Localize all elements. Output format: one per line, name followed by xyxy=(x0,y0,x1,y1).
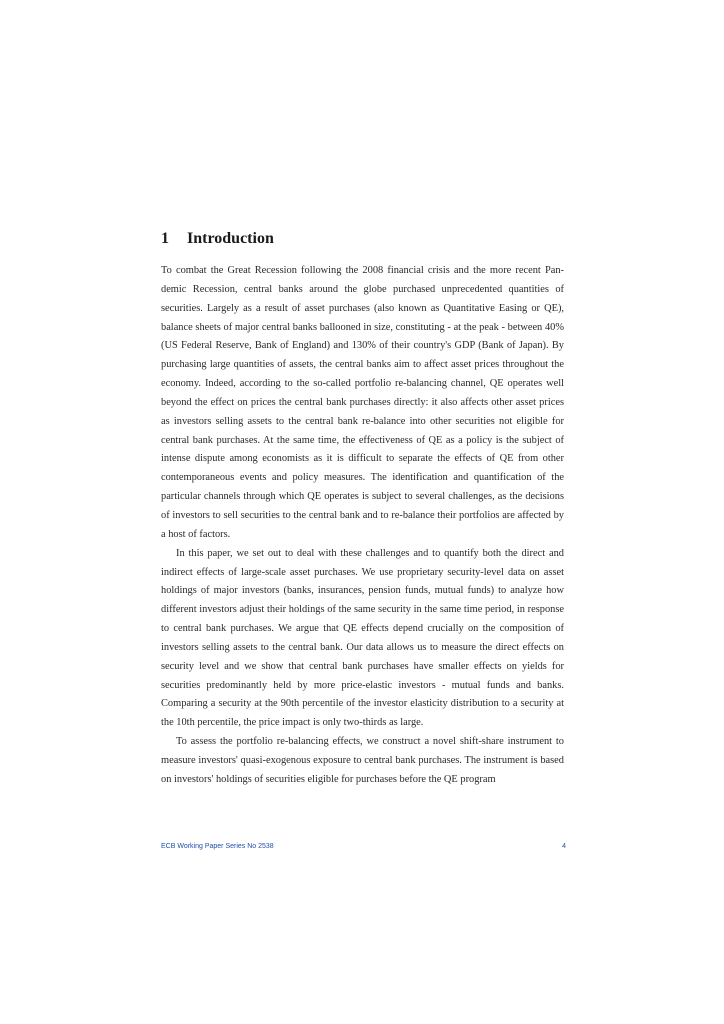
section-heading xyxy=(161,229,274,249)
body-text xyxy=(161,262,564,790)
paragraph-3: To assess the portfolio re-balancing effects, we construct a novel shift-share instrument to measure investors' quasi-exogenous exposure to central bank purchases. The instrument is based on investors' holdings of securities eligible for purchases before the QE program xyxy=(161,736,564,785)
paragraph-1: To combat the Great Recession following the 2008 financial crisis and the more recent Pandemic Recession, central banks around the globe purchased unprecedented quantities of securities. Largely as a result of asset purchases (also known as Quantitative Easing or QE), balance sheets of major central banks ballooned in size, constituting - at the peak - between 40% (US Federal Reserve, Bank of England) and 130% of their country's GDP (Bank of Japan). By purchasing large quantities of assets, the central banks aim to affect asset prices throughout the economy. Indeed, according to the so-called portfolio re-balancing channel, QE operates well beyond the effect on prices the central bank purchases directly: it also affects other asset prices as investors selling assets to the central bank re-balance into other securities not eligible for central bank purchases. At the same time, the effectiveness of QE as a policy is the subject of intense dispute among economists as it is difficult to separate the effects of QE from other contemporaneous events and policy measures. The identification and quantification of the particular channels through which QE operates is subject to several challenges, as the decisions of investors to sell securities to the central bank and to re-balance their portfolios are affected by a host of factors. xyxy=(161,265,564,540)
section-number: 1 xyxy=(161,230,169,247)
footer-page-number: 4 xyxy=(562,843,566,850)
footer-series-label: ECB Working Paper Series No 2538 xyxy=(161,843,274,850)
paragraph-2: In this paper, we set out to deal with these challenges and to quantify both the direct and indirect effects of large-scale asset purchases. We use proprietary security-level data on asset holdings of major investors (banks, insurances, pension funds, mutual funds) to analyze how different investors adjust their holdings of the same security in the same time period, in response to central bank purchases. We argue that QE effects depend crucially on the composition of investors selling assets to the central bank. Our data allows us to measure the direct effects on security level and we show that central bank purchases have smaller effects on yields for securities predominantly held by more price-elastic investors - mutual funds and banks. Comparing a security at the 90th percentile of the investor elasticity distribution to a security at the 10th percentile, the price impact is only two-thirds as large. xyxy=(161,547,564,729)
section-title: Introduction xyxy=(187,230,274,247)
